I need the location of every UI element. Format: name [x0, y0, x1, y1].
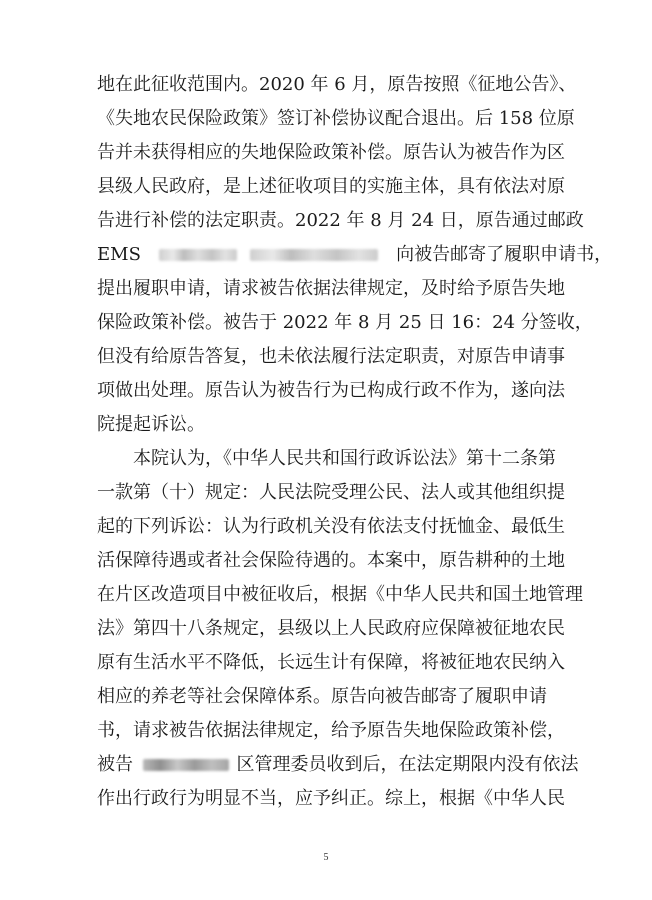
text-line: 但没有给原告答复，也未依法履行法定职责，对原告申请事 [97, 346, 565, 367]
paragraph-start-line: 本院认为，《中华人民共和国行政诉讼法》第十二条第 [133, 448, 556, 469]
text-line: 院提起诉讼。 [97, 414, 205, 435]
text-line: 告并未获得相应的失地保险政策补偿。原告认为被告作为区 [97, 142, 565, 163]
redacted-tracking-number [250, 249, 378, 261]
text-segment: 区管理委员收到后，在法定期限内没有依法 [236, 754, 579, 775]
text-line: 相应的养老等社会保障体系。原告向被告邮寄了履职申请 [97, 686, 547, 707]
text-line: 作出行政行为明显不当，应予纠正。综上，根据《中华人民 [97, 788, 565, 809]
text-segment: EMS [97, 244, 141, 265]
text-line: 告进行补偿的法定职责。2022 年 8 月 24 日，原告通过邮政 [97, 210, 584, 231]
text-line: 在片区改造项目中被征收后，根据《中华人民共和国土地管理 [97, 584, 583, 605]
text-segment: 向被告邮寄了履职申请书， [396, 244, 613, 265]
text-line: 起的下列诉讼：认为行政机关没有依法支付抚恤金、最低生 [97, 516, 565, 537]
text-line: 项做出处理。原告认为被告行为已构成行政不作为，遂向法 [97, 380, 565, 401]
text-line: 活保障待遇或者社会保险待遇的。本案中，原告耕种的土地 [97, 550, 565, 571]
text-line: 书，请求被告依据法律规定，给予原告失地保险政策补偿， [97, 720, 565, 741]
text-segment: 被告 [97, 754, 133, 775]
text-line: 地在此征收范围内。2020 年 6 月，原告按照《征地公告》、 [97, 74, 577, 95]
redacted-place-name [143, 759, 229, 771]
text-line: 县级人民政府，是上述征收项目的实施主体，具有依法对原 [97, 176, 565, 197]
page-number: 5 [323, 852, 329, 863]
text-line-redacted [97, 240, 613, 270]
text-line: 法》第四十八条规定，县级以上人民政府应保障被征地农民 [97, 618, 565, 639]
text-line: 原有生活水平不降低，长远生计有保障，将被征地农民纳入 [97, 652, 565, 673]
text-line: 保险政策补偿。被告于 2022 年 8 月 25 日 16：24 分签收， [97, 312, 593, 333]
text-line: 《失地农民保险政策》签订补偿协议配合退出。后 158 位原 [97, 108, 575, 129]
text-line: 一款第（十）规定：人民法院受理公民、法人或其他组织提 [97, 482, 565, 503]
redacted-tracking-prefix [159, 249, 237, 261]
text-line: 提出履职申请，请求被告依据法律规定，及时给予原告失地 [97, 278, 565, 299]
text-line-redacted [97, 750, 579, 780]
